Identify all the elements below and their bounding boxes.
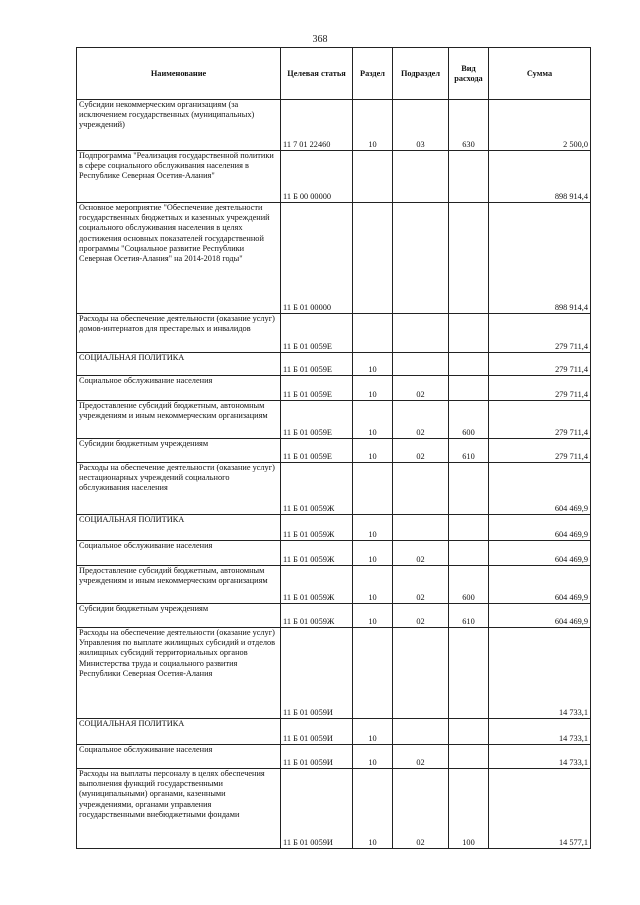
row-amount: 14 733,1: [489, 628, 591, 719]
row-code: 11 Б 00 00000: [281, 151, 353, 203]
row-section: 10: [353, 769, 393, 849]
row-subsection: 02: [393, 566, 449, 604]
row-name: Предоставление субсидий бюджетным, автономным учреждениям и иным некоммерческим организациям: [77, 566, 281, 604]
row-expense-type: [449, 203, 489, 314]
table-row: [77, 100, 591, 151]
row-expense-type: [449, 353, 489, 376]
row-amount: 2 500,0: [489, 100, 591, 151]
header-section: Раздел: [353, 48, 393, 100]
row-subsection: 02: [393, 769, 449, 849]
row-code: 11 Б 01 0059Ж: [281, 566, 353, 604]
row-section: [353, 151, 393, 203]
row-expense-type: [449, 314, 489, 353]
row-amount: 14 733,1: [489, 745, 591, 769]
row-subsection: 03: [393, 100, 449, 151]
row-subsection: [393, 353, 449, 376]
table-row: [77, 439, 591, 463]
row-expense-type: [449, 515, 489, 541]
row-amount: 604 469,9: [489, 463, 591, 515]
row-section: 10: [353, 100, 393, 151]
header-expense-type: Вид расхода: [449, 48, 489, 100]
row-subsection: 02: [393, 604, 449, 628]
row-code: 11 Б 01 00000: [281, 203, 353, 314]
table-row: [77, 203, 591, 314]
row-amount: 604 469,9: [489, 541, 591, 566]
row-code: 11 Б 01 0059И: [281, 719, 353, 745]
row-subsection: [393, 515, 449, 541]
budget-table: [76, 47, 591, 849]
table-row: [77, 401, 591, 439]
row-amount: 279 711,4: [489, 314, 591, 353]
row-amount: 604 469,9: [489, 515, 591, 541]
row-subsection: 02: [393, 401, 449, 439]
row-name: Расходы на обеспечение деятельности (оказание услуг) нестационарных учреждений социального обслуживания населения: [77, 463, 281, 515]
row-code: 11 Б 01 0059Е: [281, 401, 353, 439]
row-name: Расходы на обеспечение деятельности (оказание услуг) домов-интернатов для престарелых и инвалидов: [77, 314, 281, 353]
row-expense-type: [449, 628, 489, 719]
header-amount: Сумма: [489, 48, 591, 100]
row-section: [353, 628, 393, 719]
row-name: Субсидии некоммерческим организациям (за исключением государственных (муниципальных) учреждений): [77, 100, 281, 151]
row-code: 11 7 01 22460: [281, 100, 353, 151]
table-header-row: [77, 48, 591, 100]
row-amount: 604 469,9: [489, 566, 591, 604]
row-code: 11 Б 01 0059Ж: [281, 604, 353, 628]
row-code: 11 Б 01 0059Ж: [281, 541, 353, 566]
table-row: [77, 541, 591, 566]
header-name: Наименование: [77, 48, 281, 100]
row-name: Расходы на выплаты персоналу в целях обеспечения выполнения функций государственными (муниципальными) органами, казенными учреждениями, органами управления государственными внебюджетными фондами: [77, 769, 281, 849]
row-expense-type: [449, 463, 489, 515]
row-name: Предоставление субсидий бюджетным, автономным учреждениям и иным некоммерческим организациям: [77, 401, 281, 439]
row-expense-type: 600: [449, 401, 489, 439]
row-section: 10: [353, 353, 393, 376]
row-subsection: [393, 628, 449, 719]
row-expense-type: 100: [449, 769, 489, 849]
row-subsection: 02: [393, 541, 449, 566]
table-row: [77, 769, 591, 849]
row-name: Субсидии бюджетным учреждениям: [77, 604, 281, 628]
row-section: 10: [353, 745, 393, 769]
row-amount: 279 711,4: [489, 439, 591, 463]
row-name: Расходы на обеспечение деятельности (оказание услуг) Управления по выплате жилищных субсидий и отделов жилищных субсидий территориальных органов Министерства труда и социального развития Республики Северная Осетия-Алания: [77, 628, 281, 719]
row-section: 10: [353, 719, 393, 745]
row-section: [353, 463, 393, 515]
row-subsection: 02: [393, 376, 449, 401]
row-section: 10: [353, 566, 393, 604]
row-code: 11 Б 01 0059Ж: [281, 463, 353, 515]
row-subsection: 02: [393, 745, 449, 769]
row-section: 10: [353, 604, 393, 628]
row-section: 10: [353, 515, 393, 541]
row-subsection: [393, 463, 449, 515]
row-amount: 14 733,1: [489, 719, 591, 745]
table-row: [77, 745, 591, 769]
header-subsection: Подраздел: [393, 48, 449, 100]
table-row: [77, 515, 591, 541]
row-code: 11 Б 01 0059И: [281, 745, 353, 769]
table-row: [77, 376, 591, 401]
row-name: СОЦИАЛЬНАЯ ПОЛИТИКА: [77, 719, 281, 745]
row-subsection: 02: [393, 439, 449, 463]
row-amount: 279 711,4: [489, 353, 591, 376]
row-subsection: [393, 719, 449, 745]
table-row: [77, 353, 591, 376]
row-code: 11 Б 01 0059И: [281, 628, 353, 719]
row-amount: 898 914,4: [489, 151, 591, 203]
row-code: 11 Б 01 0059Ж: [281, 515, 353, 541]
table-row: [77, 463, 591, 515]
table-row: [77, 604, 591, 628]
row-amount: 14 577,1: [489, 769, 591, 849]
row-code: 11 Б 01 0059И: [281, 769, 353, 849]
row-expense-type: [449, 719, 489, 745]
row-expense-type: 610: [449, 604, 489, 628]
table-row: [77, 314, 591, 353]
row-section: 10: [353, 401, 393, 439]
row-name: Социальное обслуживание населения: [77, 376, 281, 401]
row-expense-type: 610: [449, 439, 489, 463]
row-section: [353, 203, 393, 314]
row-code: 11 Б 01 0059Е: [281, 314, 353, 353]
row-name: Основное мероприятие "Обеспечение деятельности государственных бюджетных и казенных учреждений социального обслуживания населения в целях достижения основных показателей государственной программы "Социальное развитие Республики Северная Осетия-Алания" на 2014-2018 годы": [77, 203, 281, 314]
row-amount: 604 469,9: [489, 604, 591, 628]
row-name: СОЦИАЛЬНАЯ ПОЛИТИКА: [77, 515, 281, 541]
row-subsection: [393, 203, 449, 314]
row-amount: 279 711,4: [489, 401, 591, 439]
row-subsection: [393, 151, 449, 203]
row-code: 11 Б 01 0059Е: [281, 353, 353, 376]
row-code: 11 Б 01 0059Е: [281, 376, 353, 401]
row-expense-type: 600: [449, 566, 489, 604]
row-amount: 279 711,4: [489, 376, 591, 401]
page-number: 368: [312, 34, 328, 45]
row-name: Субсидии бюджетным учреждениям: [77, 439, 281, 463]
header-code: Целевая статья: [281, 48, 353, 100]
row-name: Социальное обслуживание населения: [77, 541, 281, 566]
row-section: 10: [353, 376, 393, 401]
row-section: 10: [353, 439, 393, 463]
row-section: 10: [353, 541, 393, 566]
row-expense-type: [449, 151, 489, 203]
row-expense-type: [449, 745, 489, 769]
row-name: Подпрограмма "Реализация государственной политики в сфере социального обслуживания населения в Республике Северная Осетия-Алания": [77, 151, 281, 203]
row-expense-type: 630: [449, 100, 489, 151]
row-expense-type: [449, 541, 489, 566]
table-row: [77, 719, 591, 745]
row-amount: 898 914,4: [489, 203, 591, 314]
row-code: 11 Б 01 0059Е: [281, 439, 353, 463]
row-section: [353, 314, 393, 353]
table-row: [77, 566, 591, 604]
row-name: Социальное обслуживание населения: [77, 745, 281, 769]
row-name: СОЦИАЛЬНАЯ ПОЛИТИКА: [77, 353, 281, 376]
table-row: [77, 628, 591, 719]
row-subsection: [393, 314, 449, 353]
row-expense-type: [449, 376, 489, 401]
table-row: [77, 151, 591, 203]
